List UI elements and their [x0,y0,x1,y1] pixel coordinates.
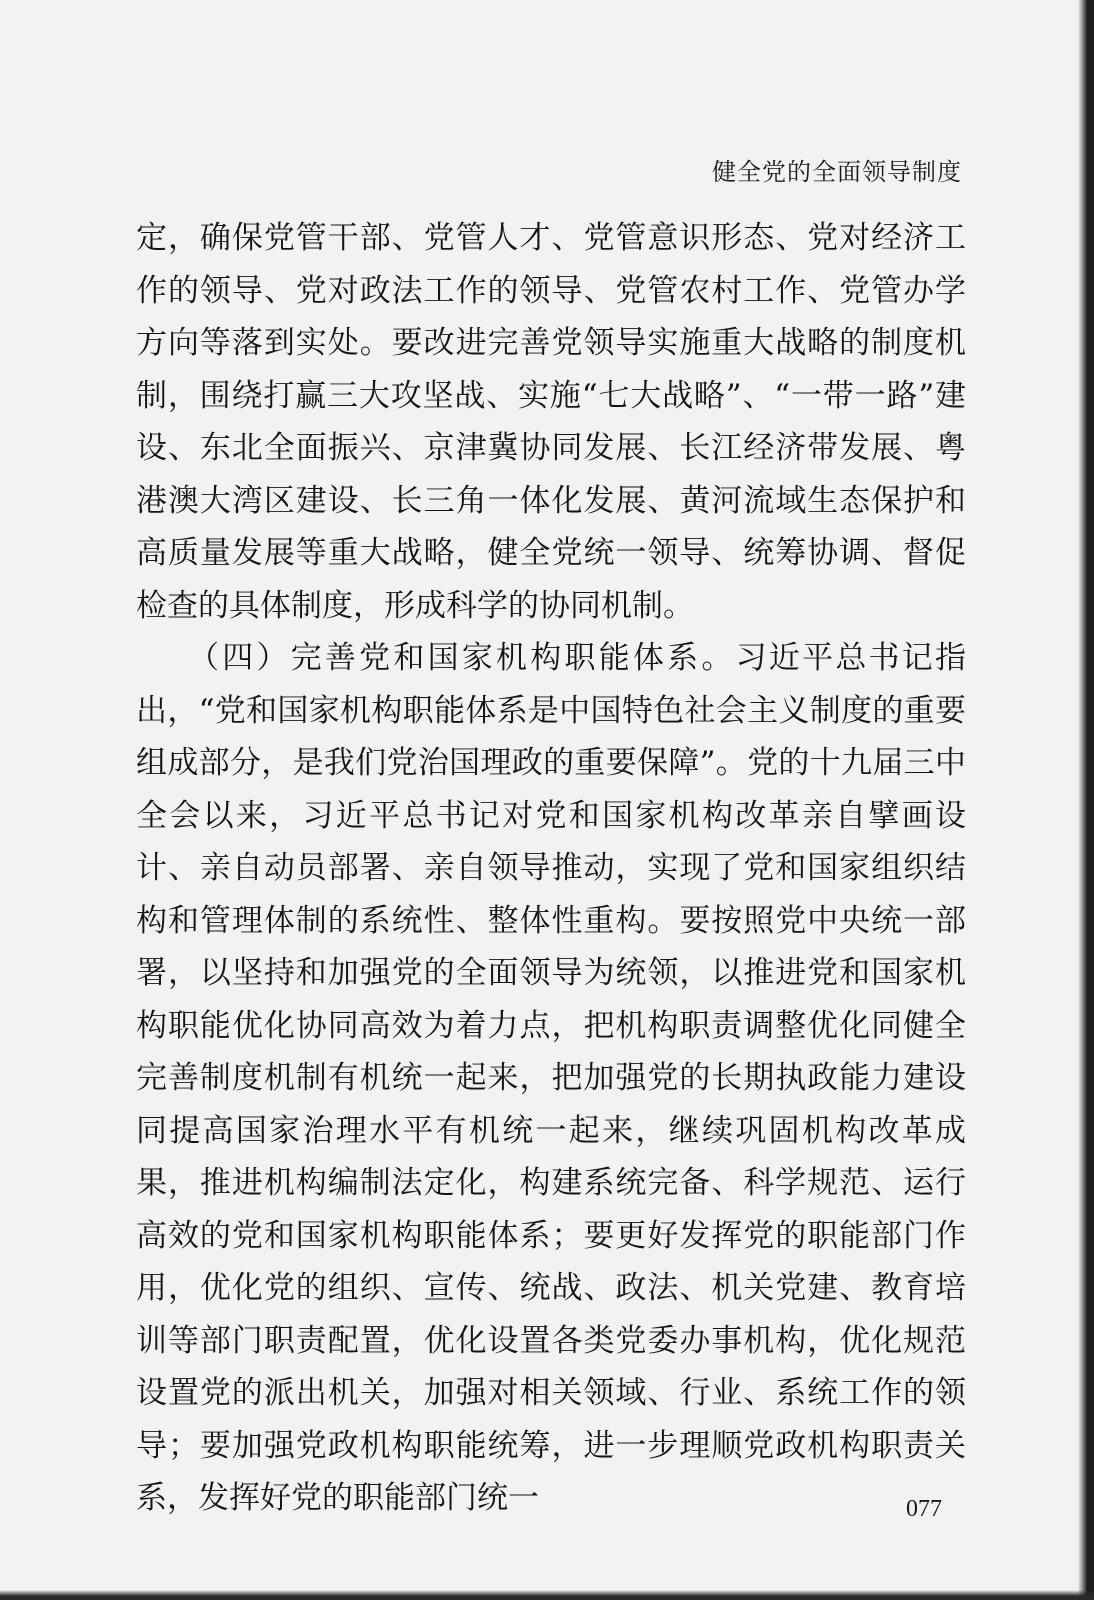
scan-bottom-shadow [0,1590,1094,1600]
page-body [136,212,966,1525]
body-paragraph [136,632,966,1525]
section-heading: （四）完善党和国家机构职能体系。 [188,640,736,676]
page-number: 077 [906,1496,942,1522]
section-text: 习近平总书记指出，“党和国家机构职能体系是中国特色社会主义制度的重要组成部分，是我们党治国理政的重要保障”。党的十九届三中全会以来，习近平总书记对党和国家机构改革亲自擘画设计、亲自动员部署、亲自领导推动，实现了党和国家组织结构和管理体制的系统性、整体性重构。要按照党中央统一部署，以坚持和加强党的全面领导为统领，以推进党和国家机构职能优化协同高效为着力点，把机构职责调整优化同健全完善制度机制有机统一起来，把加强党的长期执政能力建设同提高国家治理水平有机统一起来，继续巩固机构改革成果，推进机构编制法定化，构建系统完备、科学规范、运行高效的党和国家机构职能体系；要更好发挥党的职能部门作用，优化党的组织、宣传、统战、政法、机关党建、教育培训等部门职责配置，优化设置各类党委办事机构，优化规范设置党的派出机关，加强对相关领域、行业、系统工作的领导；要加强党政机构职能统筹，进一步理顺党政机构职责关系，发挥好党的职能部门统一 [136,640,967,1516]
scan-edge-shadow [1078,0,1094,1600]
body-paragraph: 定，确保党管干部、党管人才、党管意识形态、党对经济工作的领导、党对政法工作的领导、党管农村工作、党管办学方向等落到实处。要改进完善党领导实施重大战略的制度机制，围绕打赢三大攻坚战、实施“七大战略”、“一带一路”建设、东北全面振兴、京津冀协同发展、长江经济带发展、粤港澳大湾区建设、长三角一体化发展、黄河流域生态保护和高质量发展等重大战略，健全党统一领导、统筹协调、督促检查的具体制度，形成科学的协同机制。 [136,220,966,624]
running-header: 健全党的全面领导制度 [712,158,962,186]
